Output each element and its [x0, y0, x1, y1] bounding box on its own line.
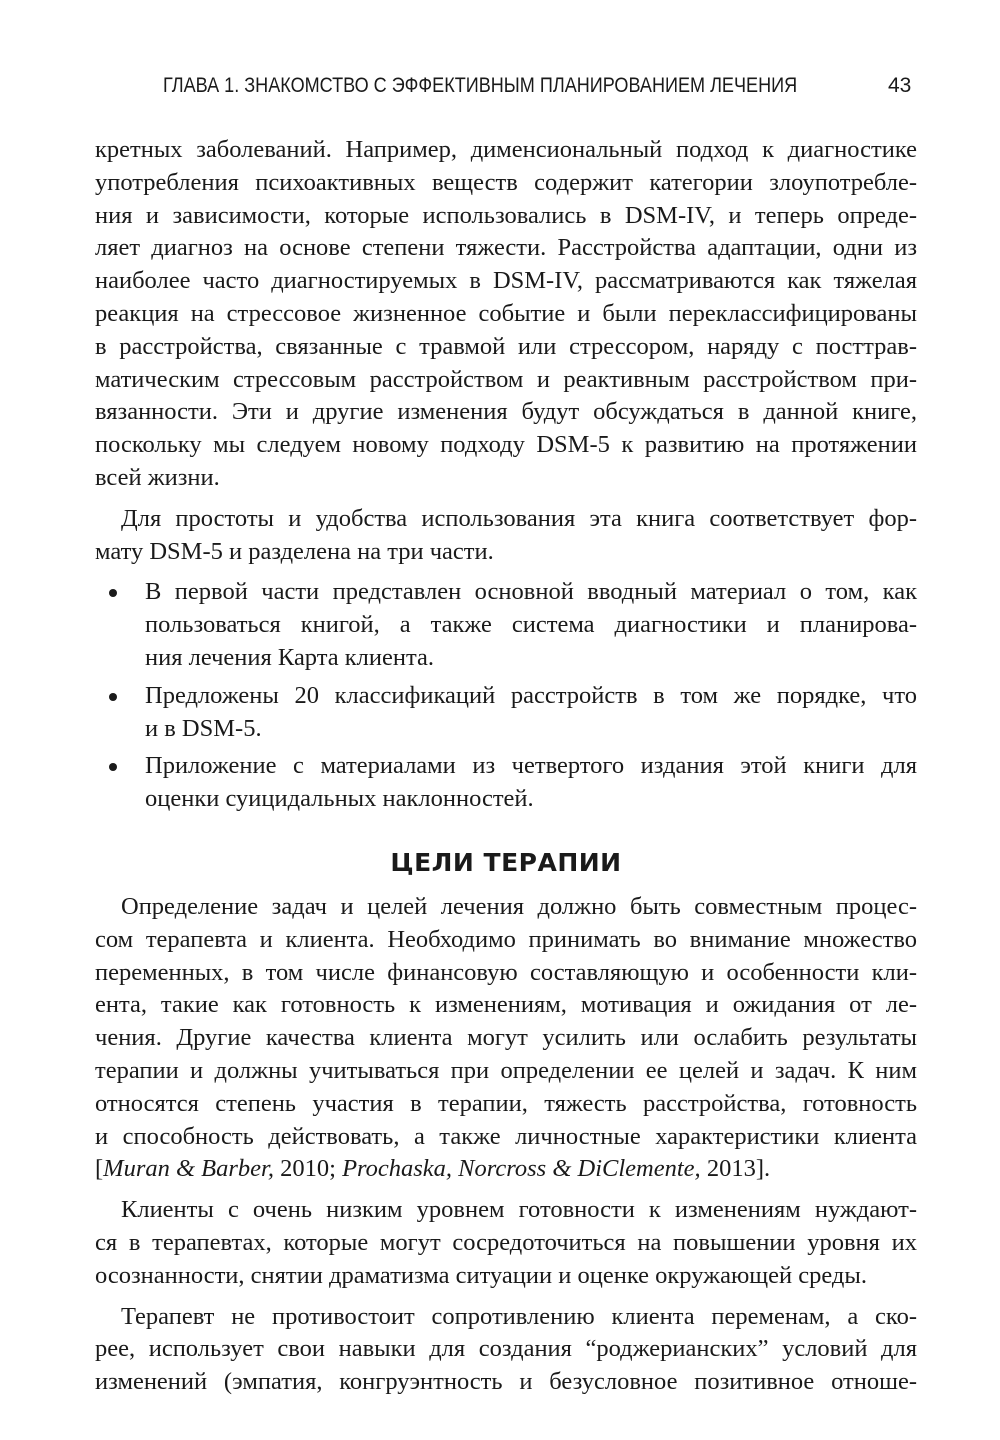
text-line: всей жизни. — [95, 463, 220, 491]
paragraph — [95, 503, 917, 569]
text-line: употребления психоактивных веществ содержит категории злоупотребле- — [95, 168, 917, 196]
text-line: Приложение с материалами из четвертого издания этой книги для — [145, 752, 917, 780]
text-line: и в DSM-5. — [145, 714, 262, 742]
text-line: пользоваться книгой, а также система диагностики и планирова- — [145, 611, 917, 639]
text-line: переменных, в том числе финансовую составляющую и особенности кли- — [95, 958, 917, 986]
text-line: рее, использует свои навыки для создания “роджерианских” условий для — [95, 1335, 917, 1363]
paragraph — [95, 1301, 917, 1399]
text-line: Предложены 20 классификаций расстройств в том же порядке, что — [145, 681, 917, 709]
text-line: матическим стрессовым расстройством и реактивным расстройством при- — [95, 365, 917, 393]
citation-text: 2010; — [274, 1155, 343, 1183]
page-body — [95, 134, 917, 1407]
text-line — [95, 1153, 917, 1186]
text-line: в расстройства, связанные с травмой или стрессором, наряду с посттрав- — [95, 332, 917, 360]
page-number: 43 — [888, 74, 912, 97]
text-line: поскольку мы следуем новому подходу DSM-5 к развитию на протяжении — [95, 431, 917, 459]
chapter-title: ГЛАВА 1. ЗНАКОМСТВО С ЭФФЕКТИВНЫМ ПЛАНИРОВАНИЕМ ЛЕЧЕНИЯ — [163, 74, 798, 97]
text-line: ния и зависимости, которые использовались в DSM-IV, и теперь опреде- — [95, 201, 917, 229]
citation-text: 2013]. — [700, 1155, 771, 1183]
text-line: сом терапевта и клиента. Необходимо принимать во внимание множество — [95, 925, 917, 953]
text-line: вязанности. Эти и другие изменения будут обсуждаться в данной книге, — [95, 398, 917, 426]
text-line: В первой части представлен основной вводный материал о том, как — [145, 578, 917, 606]
text-line: ента, такие как готовность к изменениям, мотивация и ожидания от ле- — [95, 991, 917, 1019]
text-line: относятся степень участия в терапии, тяжесть расстройства, готовность — [95, 1089, 917, 1117]
text-line: изменений (эмпатия, конгруэнтность и безусловное позитивное отноше- — [95, 1368, 917, 1396]
text-line: терапии и должны учитываться при определении ее целей и задач. К ним — [95, 1056, 917, 1084]
section-heading: ЦЕЛИ ТЕРАПИИ — [390, 847, 622, 877]
text-line: кретных заболеваний. Например, дименсиональный подход к диагностике — [95, 136, 917, 163]
text-line: Определение задач и целей лечения должно быть совместным процес- — [121, 892, 917, 920]
bullet-item — [95, 576, 917, 674]
text-line: Клиенты с очень низким уровнем готовности к изменениям нуждают- — [121, 1196, 917, 1224]
citation-author: Prochaska, Norcross & DiClemente, — [342, 1155, 701, 1183]
bullet-dot-icon — [109, 763, 117, 771]
text-line: ся в терапевтах, которые могут сосредоточиться на повышении уровня их — [95, 1228, 917, 1256]
bullet-item — [95, 750, 917, 816]
text-line: осознанности, снятии драматизма ситуации и оценке окружающей среды. — [95, 1261, 867, 1289]
bullet-dot-icon — [109, 589, 117, 597]
text-line: Для простоты и удобства использования эта книга соответствует фор- — [121, 504, 917, 532]
citation-author: Muran & Barber, — [103, 1155, 274, 1183]
paragraph — [95, 1194, 917, 1292]
paragraph — [95, 891, 917, 1186]
text-line: и способность действовать, а также личностные характеристики клиента — [95, 1122, 917, 1150]
bullet-item — [95, 680, 917, 746]
text-line: ляет диагноз на основе степени тяжести. Расстройства адаптации, одни из — [95, 234, 917, 262]
text-line: ния лечения Карта клиента. — [145, 643, 434, 671]
text-line: оценки суицидальных наклонностей. — [145, 785, 534, 813]
text-line: реакция на стрессовое жизненное событие и были переклассифицированы — [95, 299, 917, 327]
running-header — [163, 74, 812, 104]
text-line: наиболее часто диагностируемых в DSM-IV, рассматриваются как тяжелая — [95, 267, 917, 295]
text-line: чения. Другие качества клиента могут усилить или ослабить результаты — [95, 1024, 917, 1052]
text-line: Терапевт не противостоит сопротивлению клиента переменам, а ско- — [121, 1302, 917, 1330]
citation-text: [ — [95, 1155, 104, 1183]
text-line: мату DSM-5 и разделена на три части. — [95, 537, 494, 565]
bullet-dot-icon — [109, 693, 117, 701]
paragraph — [95, 134, 917, 495]
